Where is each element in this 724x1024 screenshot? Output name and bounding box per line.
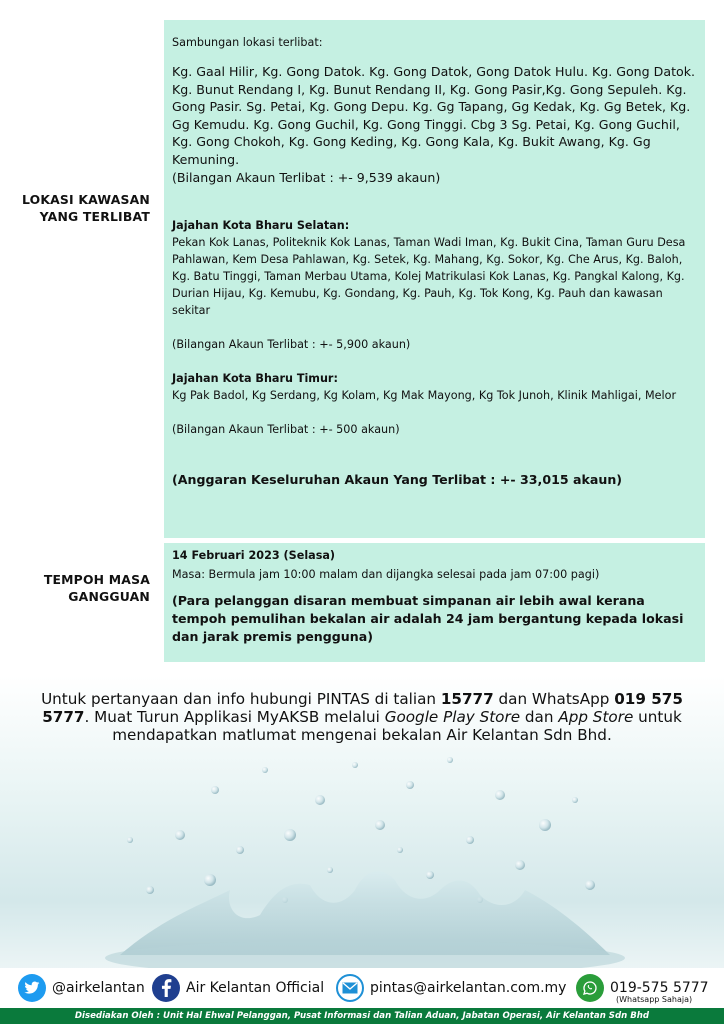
lokasi-label-line1: LOKASI KAWASAN [21,192,150,207]
tempoh-advice: (Para pelanggan disaran membuat simpanan air lebih awal kerana tempoh pemulihan bekalan air adalah 24 jam bergantung kepada lokasi dan jarak premis pengguna) [172,593,684,644]
whatsapp-icon [576,974,604,1002]
prepared-by-bar: Disediakan Oleh : Unit Hal Ehwal Pelanggan, Pusat Informasi dan Talian Aduan, Jabatan Operasi, Air Kelantan Sdn Bhd [0,1008,724,1024]
tempoh-label [44,571,150,605]
contact-whatsapp-number: 019 575 5777 [42,690,683,726]
total-accounts: (Anggaran Keseluruhan Akaun Yang Terlibat : +- 33,015 akaun) [172,472,623,488]
timur-count: (Bilangan Akaun Terlibat : +- 500 akaun) [172,423,400,437]
footer-social-bar [0,968,724,1008]
sambungan-count: (Bilangan Akaun Terlibat : +- 9,539 akaun) [172,169,441,185]
footer-email[interactable] [336,972,566,1004]
footer-facebook[interactable] [152,972,324,1004]
contact-app-store: App Store [558,708,634,726]
twitter-handle: @airkelantan [52,980,145,996]
facebook-icon [152,974,180,1002]
contact-paragraph [28,690,696,744]
timur-locations: Kg Pak Badol, Kg Serdang, Kg Kolam, Kg Mak Mayong, Kg Tok Junoh, Klinik Mahligai, Melor [172,389,677,403]
sambungan-heading: Sambungan lokasi terlibat: [172,36,323,49]
contact-text-4: dan [520,708,559,726]
lokasi-panel [164,20,705,538]
tempoh-masa: Masa: Bermula jam 10:00 malam dan dijangka selesai pada jam 07:00 pagi) [172,568,600,581]
selatan-heading: Jajahan Kota Bharu Selatan: [172,219,350,233]
selatan-count: (Bilangan Akaun Terlibat : +- 5,900 akaun) [172,338,411,352]
tempoh-date: 14 Februari 2023 (Selasa) [172,549,336,562]
contact-text-1: Untuk pertanyaan dan info hubungi PINTAS di talian [41,690,441,708]
sambungan-locations: Kg. Gaal Hilir, Kg. Gong Datok. Kg. Gong Datok, Gong Datok Hulu. Kg. Gong Datok. Kg. Bunut Rendang I, Kg. Bunut Rendang II, Kg. Gong Pasir,Kg. Gong Sepuleh. Kg. Gong Pasir. Sg. Petai, Kg. Gong Depu. Kg. Gg Tapang, Gg Kedak, Kg. Gg Betek, Kg. Gg Kemudu. Kg. Gong Guchil, Kg. Gong Tinggi. Cbg 3 Sg. Petai, Kg. Gong Guchil, Kg. Gong Chokoh, Kg. Gong Keding, Kg. Gong Kala, Kg. Bukit Awang, Kg. Gg Kemuning. [172,64,696,167]
twitter-icon [18,974,46,1002]
contact-text-2: dan WhatsApp [493,690,615,708]
contact-google-play: Google Play Store [384,708,521,726]
email-address: pintas@airkelantan.com.my [370,980,567,996]
tempoh-label-line2: GANGGUAN [68,589,150,604]
tempoh-label-line1: TEMPOH MASA [43,572,150,587]
facebook-name: Air Kelantan Official [186,980,325,996]
lokasi-label [22,191,150,225]
timur-heading: Jajahan Kota Bharu Timur: [172,372,338,386]
contact-text-5: untuk mendapatkan matlumat mengenai bekalan Air Kelantan Sdn Bhd. [112,708,682,744]
lokasi-label-line2: YANG TERLIBAT [39,209,150,224]
footer-twitter[interactable] [18,972,145,1004]
contact-text-3: . Muat Turun Applikasi MyAKSB melalui [84,708,385,726]
tempoh-panel [164,543,705,662]
selatan-locations: Pekan Kok Lanas, Politeknik Kok Lanas, Taman Wadi Iman, Kg. Bukit Cina, Taman Guru Desa Pahlawan, Kem Desa Pahlawan, Kg. Setek, Kg. Mahang, Kg. Sokor, Kg. Che Arus, Kg. Baloh, Kg. Batu Tinggi, Taman Merbau Utama, Kolej Matrikulasi Kok Lanas, Kg. Pangkal Kalong, Kg. Durian Hijau, Kg. Kemubu, Kg. Gondang, Kg. Pauh, Kg. Tok Kong, Kg. Pauh dan kawasan sekitar [172,236,686,318]
whatsapp-number: 019-575 5777 [610,980,709,996]
email-icon [336,974,364,1002]
contact-hotline: 15777 [440,690,494,708]
whatsapp-note: (Whatsapp Sahaja) [616,995,693,1004]
water-splash-image [0,740,724,970]
